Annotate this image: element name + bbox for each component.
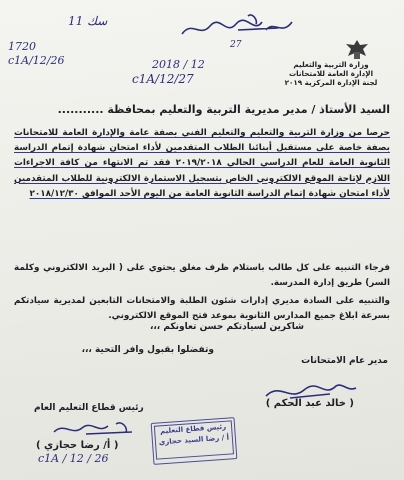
sector-head-title: رئيس قطاع التعليم العام xyxy=(34,403,144,413)
handwritten-number-27: 27 xyxy=(230,40,242,50)
director-name: ( خالد عبد الحكم ) xyxy=(265,398,354,409)
closing-thanks: شاكرين لسيادتكم حسن تعاونكم ،،، xyxy=(149,322,304,332)
handwritten-date-register: c1A/12/27 xyxy=(132,72,194,86)
paragraph-directorate-notice: والتنبيه على السادة مديري إدارات شئون الطلبة والامتحانات التابعين لمديرية سيادتكم بسرعة ابلاغ جميع المدارس الثانوية بموعد فتح الموقع الالكتروني. xyxy=(14,296,390,322)
ministry-header xyxy=(276,60,386,87)
sector-head-handwritten-signature xyxy=(46,418,146,440)
director-title: مدير عام الامتحانات xyxy=(301,356,388,366)
department-line: الإدارة العامة للامتحانات xyxy=(288,69,374,78)
ministry-line: وزارة التربية والتعليم xyxy=(293,60,369,69)
handwritten-date-bottom: c1A / 12 / 26 xyxy=(38,452,109,465)
handwritten-ref-date: c1A/12/26 xyxy=(8,54,65,67)
salutation: السيد الأستاذ / مدير مديرية التربية والتعليم بمحافظة ........... xyxy=(57,103,390,116)
eagle-emblem-icon xyxy=(344,38,370,62)
handwritten-ref-number: 1720 xyxy=(8,40,36,53)
closing-regards: وتفضلوا بقبول وافر التحية ،،، xyxy=(81,345,214,355)
stamp-line-name: أ / رضا السيد حجازي xyxy=(158,433,230,447)
paragraph-password-envelope: فرجاء التنبيه على كل طالب باستلام ظرف مغلق يحتوي على ( البريد الالكتروني وكلمة السر) طريق إدارة المدرسة. xyxy=(14,263,390,289)
handwritten-date-receipt: 2018 / 12 xyxy=(152,58,205,71)
committee-line: لجنة الإدارة المركزية ٢٠١٩ xyxy=(284,78,378,87)
handwritten-scribble-top xyxy=(178,10,298,44)
official-stamp xyxy=(151,417,238,465)
paragraph-registration-announcement: حرصا من وزارة التربية والتعليم والتعليم الفني بصفة عامة والإدارة العامة للامتحانات بصفة خاصة على مستقبل أبنائنا الطلاب المتقدمين لأداء امتحان شهادة إتمام الدراسة الثانوية العامة للعام الدراسي الحالي ٢٠١٩/٢٠١٨ فقد تم الانتهاء من كافة الاجراءات اللازم لإتاحة الموقع الالكتروني الخاص بتسجيل الاستمارة الالكترونية للطلاب المتقدمين لأداء امتحان شهادة إتمام الدراسة الثانوية العامة من اليوم الأحد الموافق ٢٠١٨/١٢/٣٠ xyxy=(14,128,390,199)
stamp-line-title: رئيس قطاع التعليم xyxy=(159,422,227,436)
sector-head-name: ( أ/ رضا حجازي ) xyxy=(36,440,119,451)
handwritten-ref-top: 11 سك xyxy=(68,14,108,28)
